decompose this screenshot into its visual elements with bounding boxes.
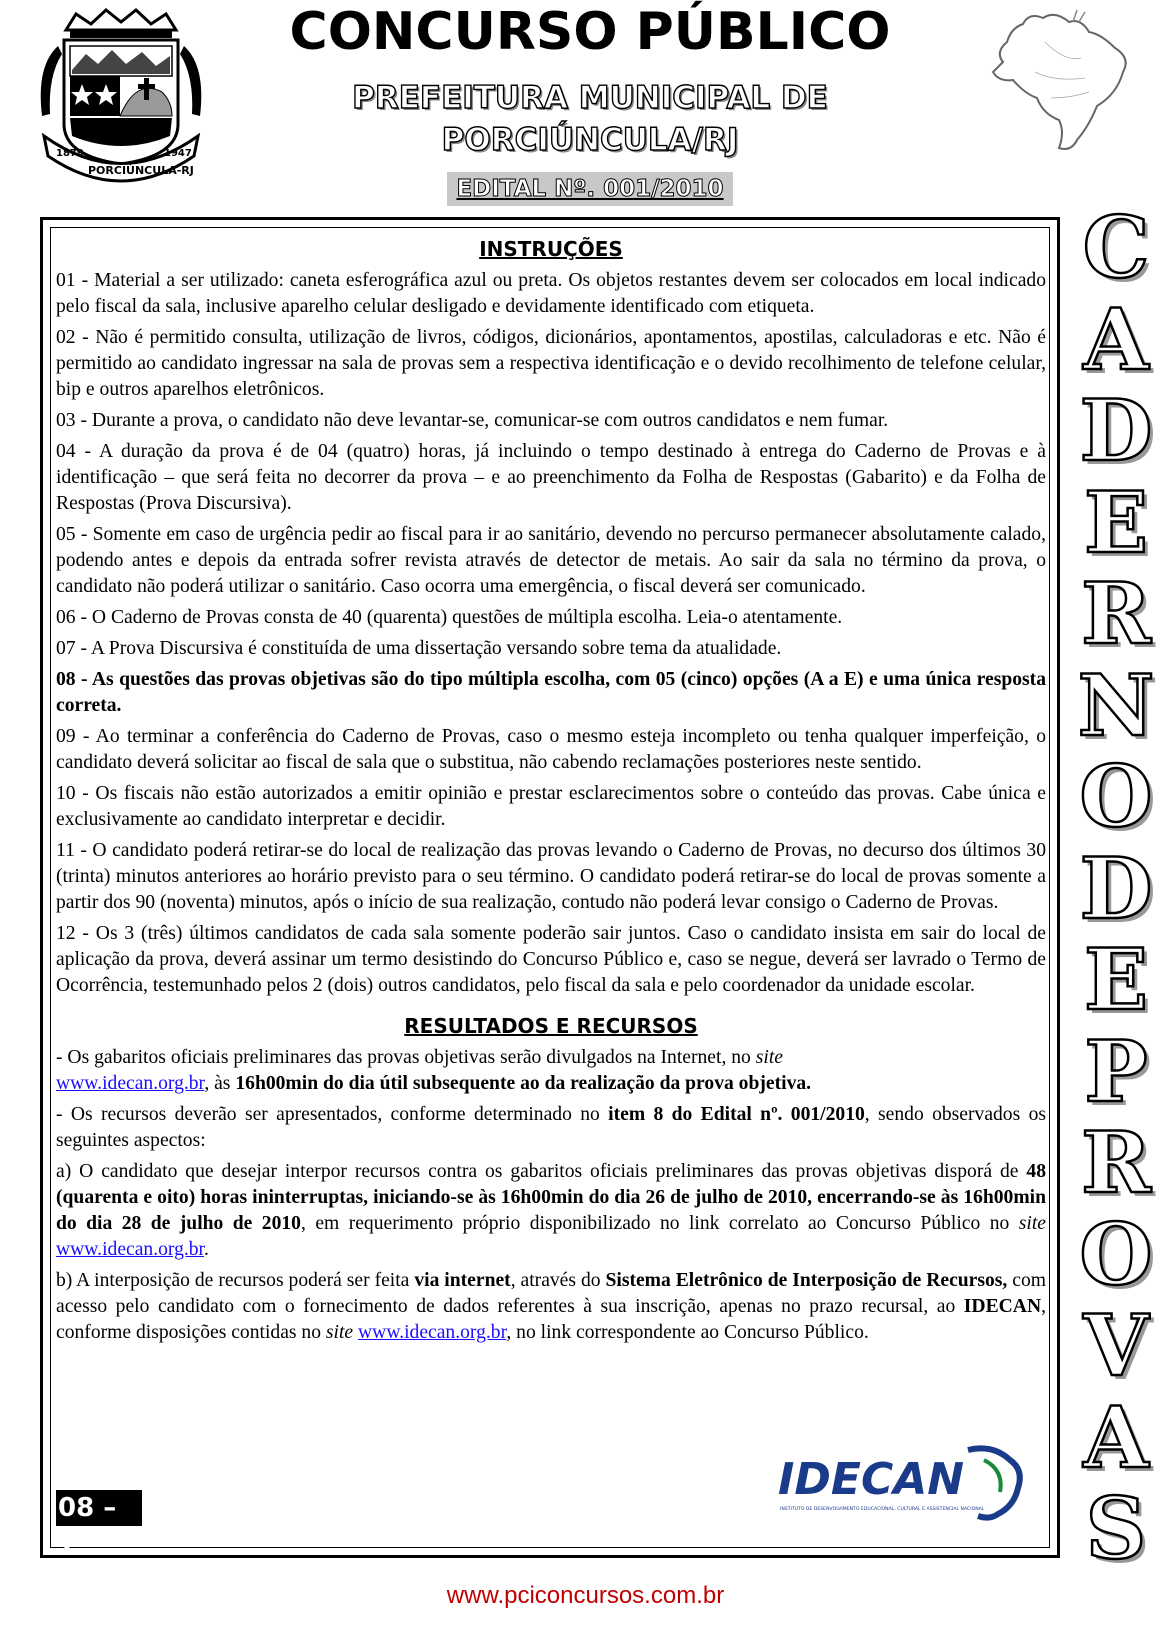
crest-year-left: 1879 (56, 148, 84, 159)
instruction-item-bold: 08 - As questões das provas objetivas são do tipo múltipla escolha, com 05 (cinco) opções (A a E) e uma única resposta correta. (56, 669, 1046, 716)
page-subtitle-line1: PREFEITURA MUNICIPAL DE (352, 80, 828, 116)
instructions-content (56, 236, 1046, 1351)
results-paragraph-2: - Os recursos deverão ser apresentados, conforme determinado no item 8 do Edital nº. 001/2010, sendo observados os seguintes aspectos: (56, 1104, 1046, 1151)
side-letter: P (1084, 1021, 1148, 1121)
instruction-item: 01 - Material a ser utilizado: caneta esferográfica azul ou preta. Os objetos restantes devem ser colocados em local indicado pelo fiscal da sala, inclusive aparelho celular desligado e devidamente identificado com etiqueta. (56, 270, 1046, 317)
crest-year-right: 1947 (164, 148, 192, 159)
results-paragraph-4: b) A interposição de recursos poderá ser feita via internet, através do Sistema Eletrônico de Interposição de Recursos, com acesso pelo candidato com o fornecimento de dados referentes à sua inscrição, apenas no prazo recursal, ao IDECAN, conforme disposições contidas no site www.idecan.org.br, no link correspondente ao Concurso Público. (56, 1270, 1046, 1343)
side-letter: V (1083, 1296, 1149, 1395)
instruction-item: 06 - O Caderno de Provas consta de 40 (quarenta) questões de múltipla escolha. Leia-o atentamente. (56, 607, 843, 628)
side-title-caderno-de-provas (1068, 198, 1164, 1578)
side-letter: O (1079, 1204, 1153, 1304)
results-paragraph-3: a) O candidato que desejar interpor recursos contra os gabaritos oficiais preliminares das provas objetivas disporá de 48 (quarenta e oito) horas ininterruptas, iniciando-se às 16h00min do dia 26 de julho de 2010, encerrando-se às 16h00min do dia 28 de julho de 2010, em requerimento próprio disponibilizado no link correlato ao Concurso Público no site www.idecan.org.br. (56, 1161, 1046, 1260)
idecan-logo-text: IDECAN (778, 1454, 965, 1505)
instructions-title: INSTRUÇÕES (479, 237, 623, 261)
test-code-tag: 08 – T (56, 1490, 142, 1526)
idecan-link[interactable]: www.idecan.org.br (56, 1073, 205, 1094)
idecan-logo-subtext: INSTITUTO DE DESENVOLVIMENTO EDUCACIONAL, CULTURAL E ASSISTENCIAL NACIONAL (780, 1507, 985, 1512)
side-letter: D (1079, 838, 1153, 938)
instruction-item: 10 - Os fiscais não estão autorizados a emitir opinião e prestar esclarecimentos sobre o conteúdo das provas. Cabe única e exclusivamente ao candidato interpretar e decidir. (56, 783, 1046, 830)
instruction-item: 12 - Os 3 (três) últimos candidatos de cada sala somente poderão sair juntos. Caso o candidato insista em sair do local de aplicação da prova, deverá assinar um termo desistindo do Concurso Público e, caso se negue, deverá ser lavrado o Termo de Ocorrência, testemunhado pelos 2 (dois) outros candidatos, pelo fiscal da sala e pelo coordenador da unidade escolar. (56, 923, 1046, 996)
instruction-item: 03 - Durante a prova, o candidato não deve levantar-se, comunicar-se com outros candidatos e nem fumar. (56, 410, 889, 431)
results-paragraph-1: - Os gabaritos oficiais preliminares das provas objetivas serão divulgados na Internet, no site www.idecan.org.br, às 16h00min do dia útil subsequente ao da realização da prova objetiva. (56, 1047, 812, 1094)
side-letter: A (1083, 1387, 1149, 1487)
edital-number-badge (447, 172, 733, 206)
side-letter: N (1077, 655, 1155, 755)
edital-number: EDITAL Nº. 001/2010 (456, 176, 724, 202)
side-letter: S (1085, 1479, 1147, 1578)
side-letter: E (1083, 930, 1149, 1029)
side-letter: A (1083, 289, 1149, 389)
idecan-link[interactable]: www.idecan.org.br (56, 1239, 205, 1260)
instruction-item: 07 - A Prova Discursiva é constituída de uma dissertação versando sobre tema da atualidade. (56, 638, 782, 659)
side-letter: R (1081, 1113, 1151, 1212)
municipal-crest-logo (36, 6, 206, 186)
footer-url[interactable]: www.pciconcursos.com.br (446, 1582, 725, 1609)
brazil-map-icon (985, 2, 1135, 162)
instruction-item: 09 - Ao terminar a conferência do Caderno de Provas, caso o mesmo esteja incompleto ou tenha qualquer imperfeição, o candidato deverá solicitar ao fiscal de sala que o substitua, não cabendo reclamações posteriores neste sentido. (56, 726, 1046, 773)
side-letter: C (1082, 198, 1150, 297)
results-title: RESULTADOS E RECURSOS (404, 1014, 698, 1038)
side-letter: D (1079, 381, 1153, 480)
side-letter: O (1079, 747, 1153, 846)
page-subtitle-line2: PORCIÚNCULA/RJ (441, 122, 739, 158)
crest-city-name: PORCIÚNCULA-RJ (88, 164, 194, 177)
instruction-item: 05 - Somente em caso de urgência pedir ao fiscal para ir ao sanitário, devendo no percurso permanecer absolutamente calado, podendo antes e depois da entrada sofrer revista através de detector de metais. Ao sair da sala no término da prova, o candidato não poderá utilizar o sanitário. Caso ocorra uma emergência, o fiscal deverá ser comunicado. (56, 524, 1046, 597)
idecan-logo (778, 1430, 1028, 1530)
instruction-item: 04 - A duração da prova é de 04 (quatro) horas, já incluindo o tempo destinado à entrega do Caderno de Provas e à identificação – que será feita no decorrer da prova – e ao preenchimento da Folha de Respostas (Gabarito) e da Folha de Respostas (Prova Discursiva). (56, 441, 1046, 514)
idecan-link[interactable]: www.idecan.org.br (358, 1322, 507, 1343)
side-letter: E (1083, 472, 1149, 572)
instruction-item: 11 - O candidato poderá retirar-se do local de realização das provas levando o Caderno de Provas, no decurso dos últimos 30 (trinta) minutos anteriores ao horário previsto para o seu término. O candidato poderá retirar-se do local de provas somente a partir dos 90 (noventa) minutos, após o início de sua realização, contudo não poderá levar consigo o Caderno de Provas. (56, 840, 1046, 913)
side-letter: R (1081, 564, 1151, 663)
page-title: CONCURSO PÚBLICO (289, 2, 891, 62)
instruction-item: 02 - Não é permitido consulta, utilização de livros, códigos, dicionários, apontamentos, apostilas, calculadoras e etc. Não é permitido ao candidato ingressar na sala de provas sem a respectiva identificação e o devido recolhimento de telefone celular, bip e outros aparelhos eletrônicos. (56, 327, 1046, 400)
